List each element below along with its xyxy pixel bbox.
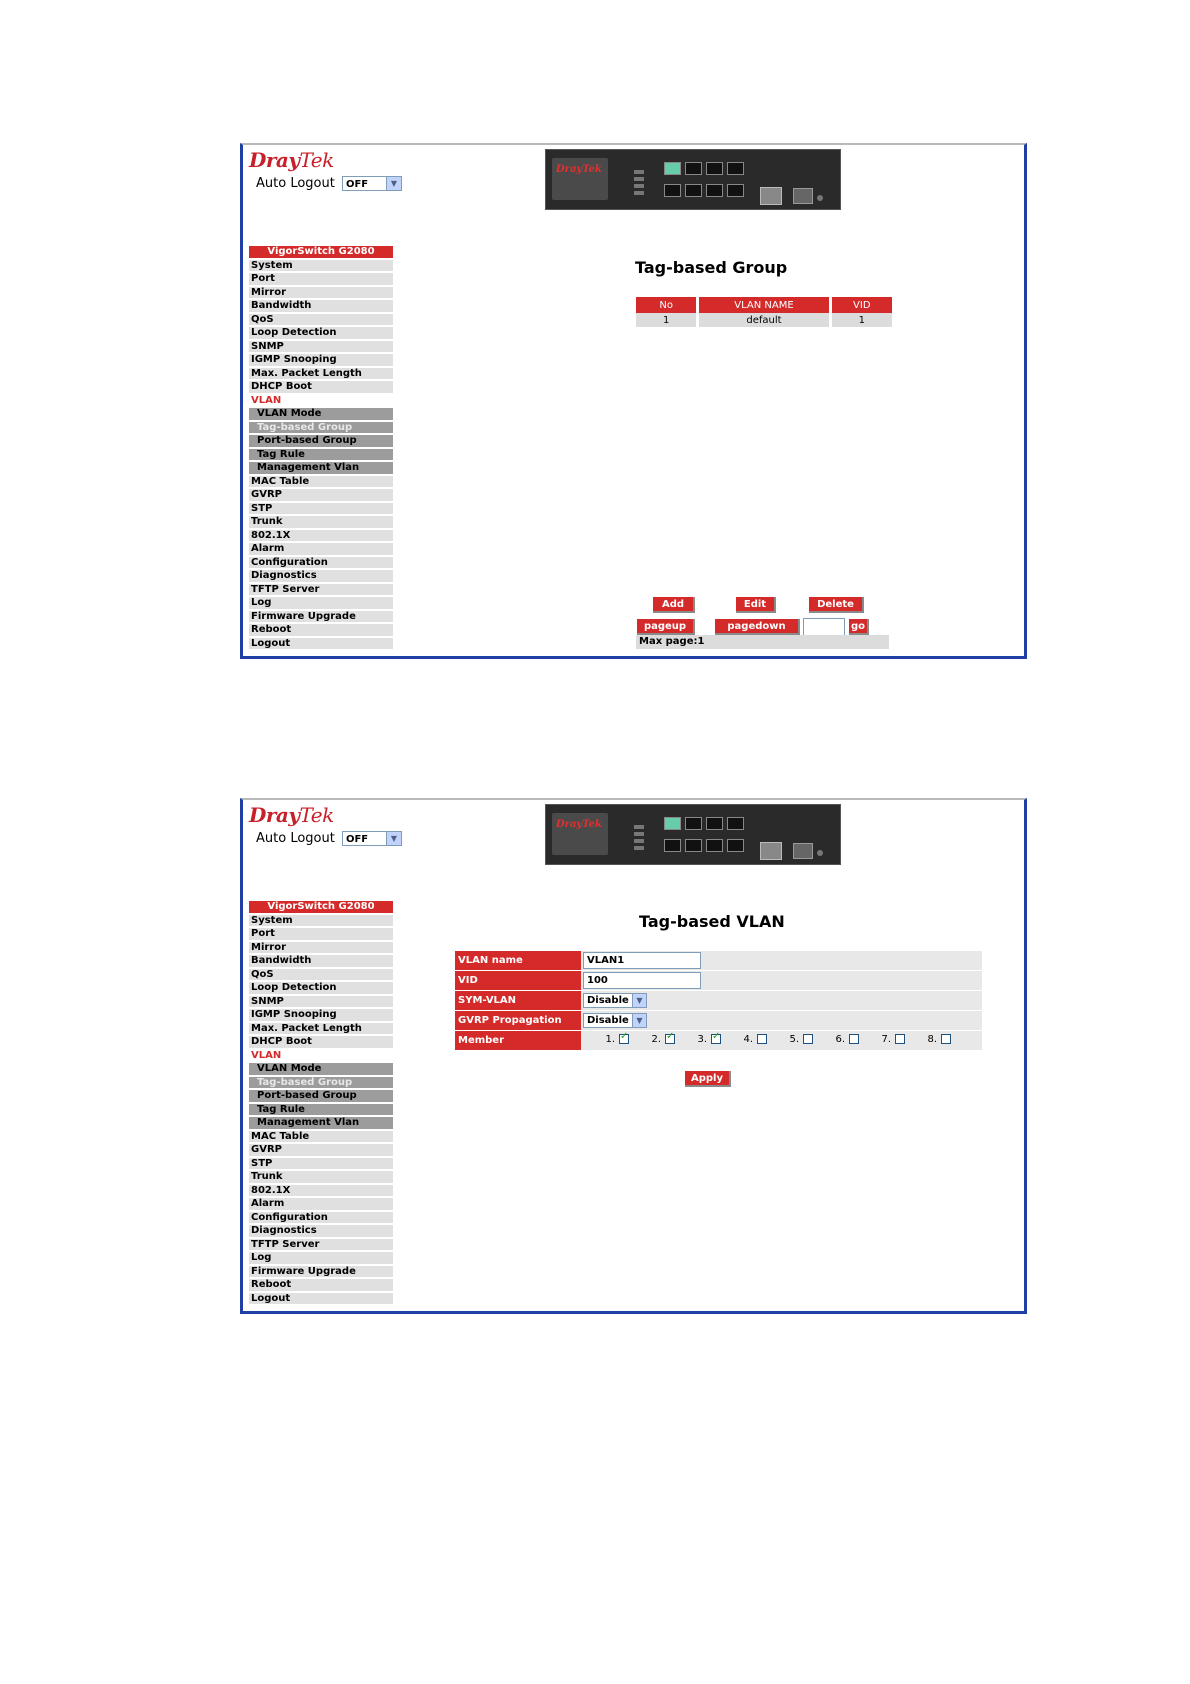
sidebar-item-diagnostics[interactable]: Diagnostics <box>249 1225 393 1237</box>
sidebar-item-bandwidth[interactable]: Bandwidth <box>249 955 393 967</box>
chevron-down-icon: ▼ <box>386 177 401 190</box>
auto-logout-select[interactable]: OFF ▼ <box>342 176 402 191</box>
sidebar-item-port[interactable]: Port <box>249 273 393 285</box>
table-row[interactable] <box>636 313 892 327</box>
sym-vlan-label: SYM-VLAN <box>455 991 581 1010</box>
sidebar-item-management-vlan[interactable]: Management Vlan <box>249 462 393 474</box>
sidebar-item-system[interactable]: System <box>249 260 393 272</box>
draytek-logo: DrayTek <box>249 148 334 172</box>
sidebar-item-stp[interactable]: STP <box>249 1158 393 1170</box>
edit-button[interactable]: Edit <box>736 597 776 613</box>
sidebar-item-vlan-mode[interactable]: VLAN Mode <box>249 1063 393 1075</box>
sidebar-item-snmp[interactable]: SNMP <box>249 996 393 1008</box>
sidebar-title: VigorSwitch G2080 <box>249 901 393 913</box>
device-brand-label: DrayTek <box>556 819 602 830</box>
sidebar-item-diagnostics[interactable]: Diagnostics <box>249 570 393 582</box>
draytek-logo: DrayTek <box>249 803 334 827</box>
gvrp-propagation-label: GVRP Propagation <box>455 1011 581 1030</box>
sidebar-item-vlan[interactable]: VLAN <box>249 395 393 407</box>
vid-label: VID <box>455 971 581 990</box>
auto-logout-label: Auto Logout <box>256 176 335 191</box>
member-checkbox[interactable] <box>665 1034 675 1044</box>
sidebar-title: VigorSwitch G2080 <box>249 246 393 258</box>
sidebar-item-igmp-snooping[interactable]: IGMP Snooping <box>249 354 393 366</box>
sidebar-menu <box>249 246 393 651</box>
member-port-6: 6. <box>813 1034 859 1045</box>
sidebar-item-igmp-snooping[interactable]: IGMP Snooping <box>249 1009 393 1021</box>
auto-logout <box>256 176 402 191</box>
sidebar-item-vlan[interactable]: VLAN <box>249 1050 393 1062</box>
page-number-input[interactable] <box>803 618 845 636</box>
sidebar-item-log[interactable]: Log <box>249 1252 393 1264</box>
sidebar-item-mac-table[interactable]: MAC Table <box>249 476 393 488</box>
sidebar-item-logout[interactable]: Logout <box>249 638 393 650</box>
member-port-7: 7. <box>859 1034 905 1045</box>
sidebar-item-bandwidth[interactable]: Bandwidth <box>249 300 393 312</box>
sidebar-item-mirror[interactable]: Mirror <box>249 287 393 299</box>
sidebar-item-alarm[interactable]: Alarm <box>249 543 393 555</box>
sidebar-item-trunk[interactable]: Trunk <box>249 1171 393 1183</box>
vid-input[interactable]: 100 <box>583 972 701 989</box>
sidebar-item-tag-rule[interactable]: Tag Rule <box>249 449 393 461</box>
pagedown-button[interactable]: pagedown <box>715 619 800 635</box>
member-checkbox[interactable] <box>757 1034 767 1044</box>
sidebar-item-tag-rule[interactable]: Tag Rule <box>249 1104 393 1116</box>
member-port-3: 3.✓ <box>675 1034 721 1045</box>
switch-front-panel-image <box>545 149 841 210</box>
sidebar-item-tag-based-group[interactable]: Tag-based Group <box>249 422 393 434</box>
sidebar-item-max-packet-length[interactable]: Max. Packet Length <box>249 368 393 380</box>
member-port-1: 1.✓ <box>583 1034 629 1045</box>
sidebar-item-reboot[interactable]: Reboot <box>249 1279 393 1291</box>
sidebar-item-qos[interactable]: QoS <box>249 314 393 326</box>
page-title: Tag-based Group <box>635 258 788 277</box>
max-page-label: Max page:1 <box>636 635 889 649</box>
go-button[interactable]: go <box>849 619 869 635</box>
member-port-4: 4. <box>721 1034 767 1045</box>
sidebar-item-tftp-server[interactable]: TFTP Server <box>249 1239 393 1251</box>
vlan-name-label: VLAN name <box>455 951 581 970</box>
apply-button[interactable]: Apply <box>685 1071 731 1087</box>
sidebar-item-tftp-server[interactable]: TFTP Server <box>249 584 393 596</box>
sidebar-item-loop-detection[interactable]: Loop Detection <box>249 982 393 994</box>
column-header-vlan-name: VLAN NAME <box>699 297 828 313</box>
cell-no: 1 <box>636 313 696 327</box>
sidebar-item-max-packet-length[interactable]: Max. Packet Length <box>249 1023 393 1035</box>
page-title: Tag-based VLAN <box>639 912 785 931</box>
sym-vlan-select[interactable]: Disable ▼ <box>583 993 647 1008</box>
sidebar-item-logout[interactable]: Logout <box>249 1293 393 1305</box>
add-button[interactable]: Add <box>653 597 695 613</box>
member-checkboxes <box>583 1031 982 1050</box>
delete-button[interactable]: Delete <box>809 597 864 613</box>
sidebar-item-gvrp[interactable]: GVRP <box>249 489 393 501</box>
sidebar-item-qos[interactable]: QoS <box>249 969 393 981</box>
sidebar-item-configuration[interactable]: Configuration <box>249 1212 393 1224</box>
sidebar-item-mac-table[interactable]: MAC Table <box>249 1131 393 1143</box>
sidebar-item-port[interactable]: Port <box>249 928 393 940</box>
sidebar-item-gvrp[interactable]: GVRP <box>249 1144 393 1156</box>
sidebar-menu <box>249 901 393 1306</box>
sidebar-item-8021x[interactable]: 802.1X <box>249 530 393 542</box>
pageup-button[interactable]: pageup <box>637 619 695 635</box>
column-header-no: No <box>636 297 696 313</box>
sidebar-item-reboot[interactable]: Reboot <box>249 624 393 636</box>
sidebar-item-loop-detection[interactable]: Loop Detection <box>249 327 393 339</box>
sidebar-item-stp[interactable]: STP <box>249 503 393 515</box>
sidebar-item-snmp[interactable]: SNMP <box>249 341 393 353</box>
sidebar-item-management-vlan[interactable]: Management Vlan <box>249 1117 393 1129</box>
sidebar-item-vlan-mode[interactable]: VLAN Mode <box>249 408 393 420</box>
cell-vid: 1 <box>832 313 892 327</box>
sidebar-item-port-based-group[interactable]: Port-based Group <box>249 1090 393 1102</box>
switch-front-panel-image <box>545 804 841 865</box>
sym-vlan-row <box>455 991 982 1010</box>
auto-logout-select[interactable]: OFF ▼ <box>342 831 402 846</box>
sidebar-item-system[interactable]: System <box>249 915 393 927</box>
member-checkbox[interactable] <box>803 1034 813 1044</box>
column-header-vid: VID <box>832 297 892 313</box>
vlan-group-table <box>633 297 895 327</box>
sidebar-item-alarm[interactable]: Alarm <box>249 1198 393 1210</box>
sidebar-item-8021x[interactable]: 802.1X <box>249 1185 393 1197</box>
sidebar-item-configuration[interactable]: Configuration <box>249 557 393 569</box>
vlan-form <box>455 951 982 1051</box>
auto-logout <box>256 831 402 846</box>
sidebar-item-log[interactable]: Log <box>249 597 393 609</box>
chevron-down-icon: ▼ <box>632 1014 646 1027</box>
cell-vlan-name: default <box>699 313 828 327</box>
chevron-down-icon: ▼ <box>386 832 401 845</box>
member-port-8: 8. <box>905 1034 951 1045</box>
sidebar-item-mirror[interactable]: Mirror <box>249 942 393 954</box>
sidebar-item-dhcp-boot[interactable]: DHCP Boot <box>249 1036 393 1048</box>
auto-logout-label: Auto Logout <box>256 831 335 846</box>
member-port-2: 2.✓ <box>629 1034 675 1045</box>
sidebar-item-tag-based-group[interactable]: Tag-based Group <box>249 1077 393 1089</box>
sidebar-item-firmware-upgrade[interactable]: Firmware Upgrade <box>249 611 393 623</box>
member-checkbox[interactable] <box>941 1034 951 1044</box>
chevron-down-icon: ▼ <box>632 994 646 1007</box>
gvrp-propagation-row <box>455 1011 982 1030</box>
member-checkbox[interactable] <box>849 1034 859 1044</box>
vlan-name-input[interactable]: VLAN1 <box>583 952 701 969</box>
tag-based-group-window <box>240 143 1027 659</box>
sidebar-item-firmware-upgrade[interactable]: Firmware Upgrade <box>249 1266 393 1278</box>
gvrp-propagation-select[interactable]: Disable ▼ <box>583 1013 647 1028</box>
vlan-name-row <box>455 951 982 970</box>
vid-row <box>455 971 982 990</box>
sidebar-item-dhcp-boot[interactable]: DHCP Boot <box>249 381 393 393</box>
member-checkbox[interactable] <box>895 1034 905 1044</box>
member-label: Member <box>455 1031 581 1050</box>
member-checkbox[interactable] <box>619 1034 629 1044</box>
member-port-5: 5. <box>767 1034 813 1045</box>
member-checkbox[interactable] <box>711 1034 721 1044</box>
tag-based-vlan-window <box>240 798 1027 1314</box>
member-row <box>455 1031 982 1050</box>
device-brand-label: DrayTek <box>556 164 602 175</box>
sidebar-item-port-based-group[interactable]: Port-based Group <box>249 435 393 447</box>
sidebar-item-trunk[interactable]: Trunk <box>249 516 393 528</box>
